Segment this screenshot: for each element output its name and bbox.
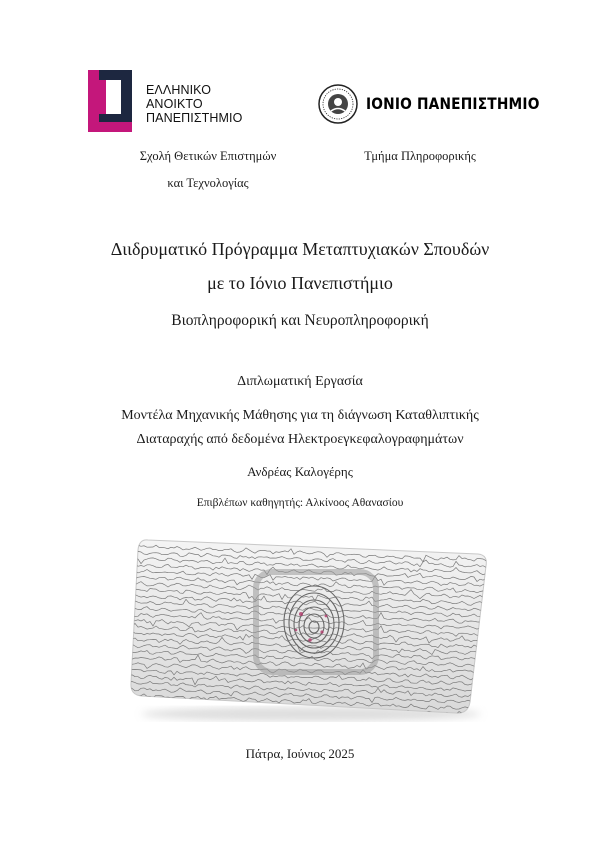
thesis-title-line-2: Διαταραχής από δεδομένα Ηλεκτροεγκεφαλογραφημάτων: [136, 432, 464, 447]
program-title-line-1: Διιδρυματικό Πρόγραμμα Μεταπτυχιακών Σπουδών: [110, 239, 490, 259]
eap-logo-line-3: ΠΑΝΕΠΙΣΤΗΜΙΟ: [146, 111, 243, 125]
thesis-title: [0, 404, 600, 452]
department-name: Τμήμα Πληροφορικής: [364, 149, 476, 163]
ionio-logo: [318, 84, 568, 128]
school-name-line-2: και Τεχνολογίας: [167, 176, 249, 190]
eeg-fingerprint-illustration: [126, 532, 496, 722]
program-title-line-2: με το Ιόνιο Πανεπιστήμιο: [207, 273, 393, 293]
eap-logo: [88, 70, 248, 132]
place-date: Πάτρα, Ιούνιος 2025: [245, 746, 355, 761]
thesis-type: Διπλωματική Εργασία: [237, 374, 363, 389]
ionio-seal-icon: [318, 84, 358, 124]
supervisor: Επιβλέπων καθηγητής: Αλκίνοος Αθανασίου: [196, 497, 404, 509]
eap-logo-mark-icon: [88, 70, 132, 132]
author-name: Ανδρέας Καλογέρης: [247, 464, 353, 479]
school-name: [118, 143, 298, 197]
school-name-line-1: Σχολή Θετικών Επιστημών: [139, 149, 277, 163]
program-specialization: Βιοπληροφορική και Νευροπληροφορική: [171, 312, 429, 329]
program-title: [0, 232, 600, 300]
thesis-title-line-1: Μοντέλα Μηχανικής Μάθησης για τη διάγνωση Καταθλιπτικής: [121, 408, 479, 423]
eap-logo-line-2: ΑΝΟΙΚΤΟ: [146, 97, 203, 111]
ionio-logo-text: ΙΟΝΙΟ ΠΑΝΕΠΙΣΤΗΜΙΟ: [366, 94, 540, 113]
eap-logo-line-1: ΕΛΛΗΝΙΚΟ: [146, 83, 212, 97]
eap-logo-text: [146, 83, 242, 125]
